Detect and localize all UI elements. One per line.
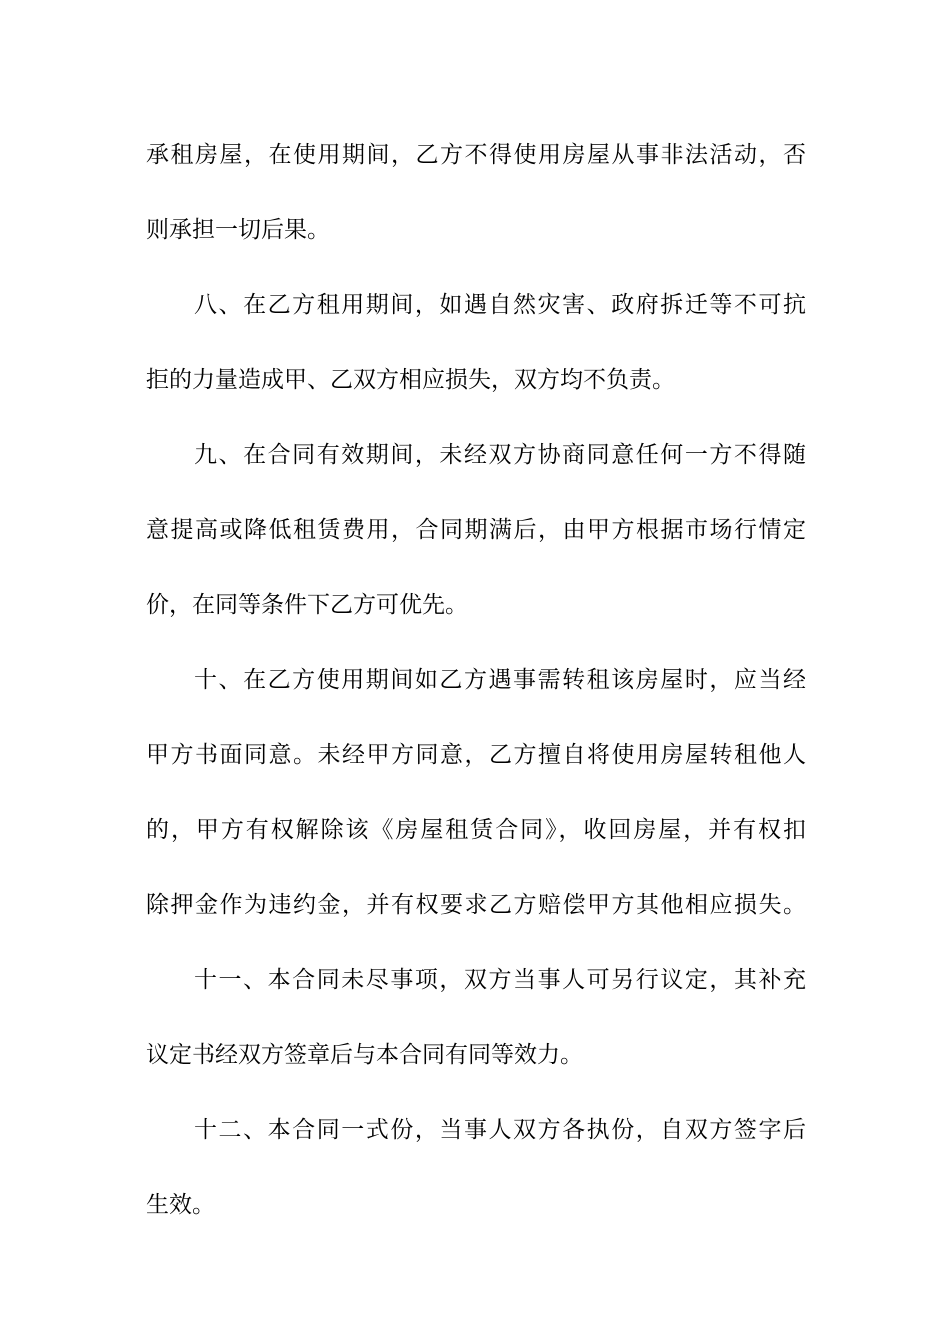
text-line: 拒的力量造成甲、乙双方相应损失，双方均不负责。 (146, 367, 675, 393)
text-line: 除押金作为违约金，并有权要求乙方赔偿甲方其他相应损失。 (146, 892, 806, 918)
text-line: 议定书经双方签章后与本合同有同等效力。 (146, 1042, 583, 1068)
clause-11-start: 十一、本合同未尽事项，双方当事人可另行议定，其补充 (194, 967, 806, 993)
clause-8-start: 八、在乙方租用期间，如遇自然灾害、政府拆迁等不可抗 (194, 292, 806, 318)
clause-12-start: 十二、本合同一式份，当事人双方各执份，自双方签字后 (194, 1117, 806, 1143)
text-line: 承租房屋，在使用期间，乙方不得使用房屋从事非法活动，否 (146, 142, 806, 168)
clause-9-start: 九、在合同有效期间，未经双方协商同意任何一方不得随 (194, 442, 806, 468)
text-line: 则承担一切后果。 (146, 217, 330, 243)
text-line: 的，甲方有权解除该《房屋租赁合同》，收回房屋，并有权扣 (146, 817, 806, 843)
text-line: 价，在同等条件下乙方可优先。 (146, 592, 468, 618)
text-line: 意提高或降低租赁费用，合同期满后，由甲方根据市场行情定 (146, 517, 806, 543)
clause-10-start: 十、在乙方使用期间如乙方遇事需转租该房屋时，应当经 (194, 667, 806, 693)
text-line: 甲方书面同意。未经甲方同意，乙方擅自将使用房屋转租他人 (146, 742, 806, 768)
text-line: 生效。 (146, 1192, 215, 1218)
